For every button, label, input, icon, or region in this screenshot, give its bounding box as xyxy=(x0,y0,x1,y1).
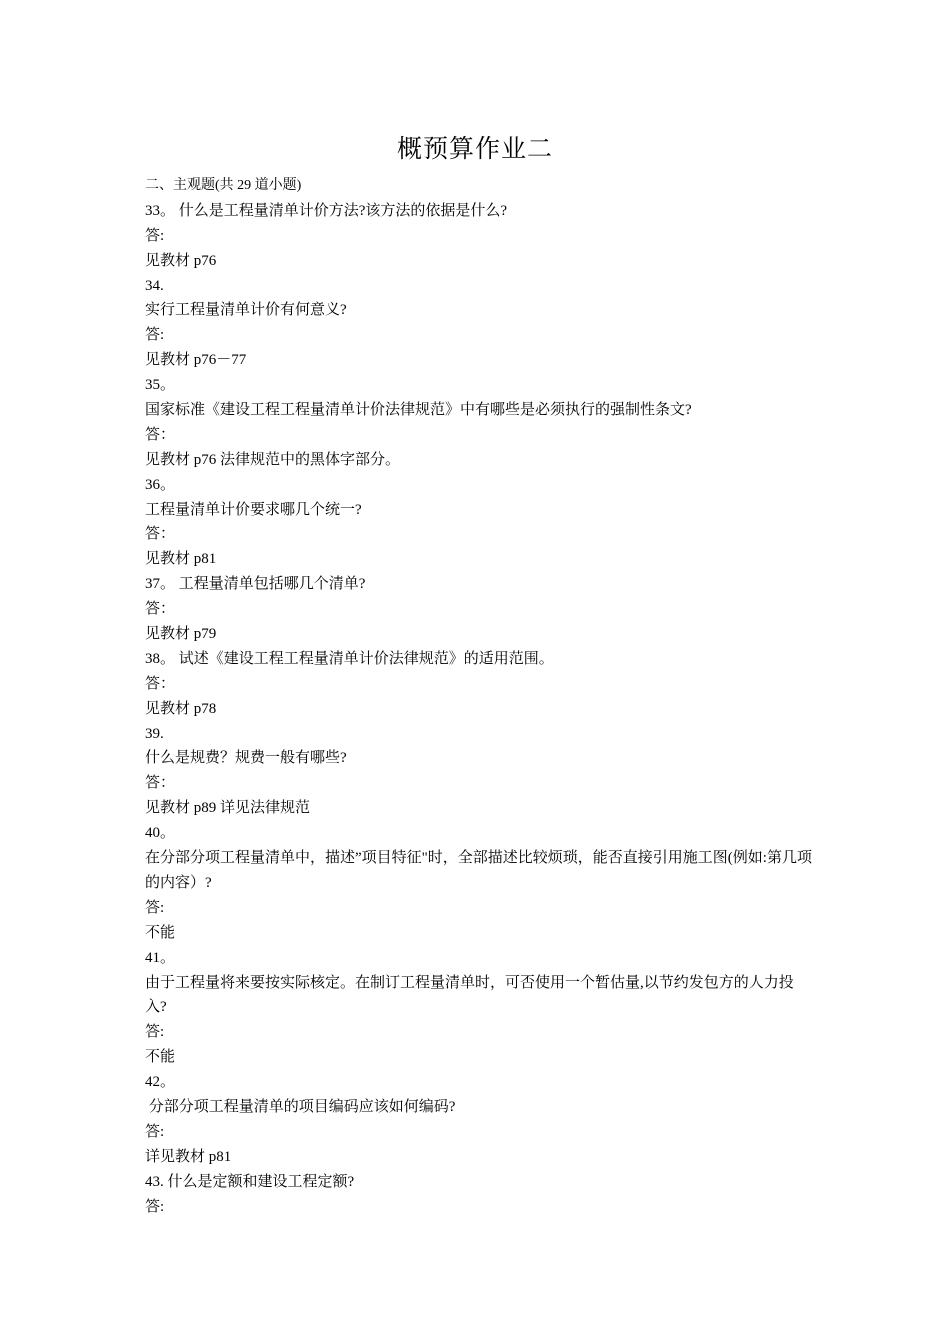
answer-text: 见教材 p76－77 xyxy=(145,352,247,369)
answer-text: 见教材 p81 xyxy=(145,551,217,568)
question-number: 40。 xyxy=(145,825,176,842)
question-number: 37。 工程量清单包括哪几个清单? xyxy=(145,576,366,593)
question-number: 33。 什么是工程量清单计价方法?该方法的依据是什么? xyxy=(145,202,508,219)
question-text: 分部分项工程量清单的项目编码应该如何编码? xyxy=(145,1099,456,1116)
answer-label: 答: xyxy=(145,1123,165,1140)
answer-text: 见教材 p76 法律规范中的黑体字部分。 xyxy=(145,451,401,468)
answer-label: 答： xyxy=(145,526,176,543)
question-number: 38。 试述《建设工程工程量清单计价法律规范》的适用范围。 xyxy=(145,650,554,667)
answer-label: 答： xyxy=(145,775,176,792)
question-text: 在分部分项工程量清单中，描述”项目特征"时，全部描述比较烦琐，能否直接引用施工图(例如:第几项的内容）? xyxy=(145,850,812,891)
question-text: 工程量清单计价要求哪几个统一? xyxy=(145,501,362,518)
answer-text: 不能 xyxy=(145,1049,176,1066)
answer-label: 答： xyxy=(145,675,176,692)
question-number: 43. 什么是定额和建设工程定额? xyxy=(145,1173,355,1190)
question-text: 国家标准《建设工程工程量清单计价法律规范》中有哪些是必须执行的强制性条文? xyxy=(145,402,692,419)
question-number: 42。 xyxy=(145,1074,176,1091)
answer-text: 见教材 p79 xyxy=(145,626,217,643)
section-heading: 二、主观题(共 29 道小题) xyxy=(145,178,302,193)
document-title: 概预算作业二 xyxy=(396,136,553,163)
answer-text: 详见教材 p81 xyxy=(145,1148,232,1165)
answer-text: 见教材 p89 详见法律规范 xyxy=(145,800,311,817)
answer-label: 答： xyxy=(145,426,176,443)
question-text: 实行工程量清单计价有何意义? xyxy=(145,302,347,319)
answer-label: 答: xyxy=(145,1198,165,1215)
question-number: 39. xyxy=(145,725,164,742)
question-text: 由于工程量将来要按实际核定。在制订工程量清单时，可否使用一个暂估量,以节约发包方的人力投入? xyxy=(145,974,794,1016)
answer-text: 不能 xyxy=(145,924,176,941)
answer-text: 见教材 p78 xyxy=(145,700,217,717)
document-body xyxy=(145,174,813,1219)
answer-label: 答： xyxy=(145,601,176,618)
answer-label: 答: xyxy=(145,899,165,916)
answer-label: 答: xyxy=(145,1024,165,1041)
question-text: 什么是规费？规费一般有哪些? xyxy=(145,750,347,767)
answer-label: 答: xyxy=(145,327,165,344)
question-number: 41。 xyxy=(145,949,176,966)
question-number: 34. xyxy=(145,277,164,294)
question-number: 35。 xyxy=(145,377,176,394)
answer-label: 答: xyxy=(145,227,165,244)
question-number: 36。 xyxy=(145,476,176,493)
answer-text: 见教材 p76 xyxy=(145,252,217,269)
